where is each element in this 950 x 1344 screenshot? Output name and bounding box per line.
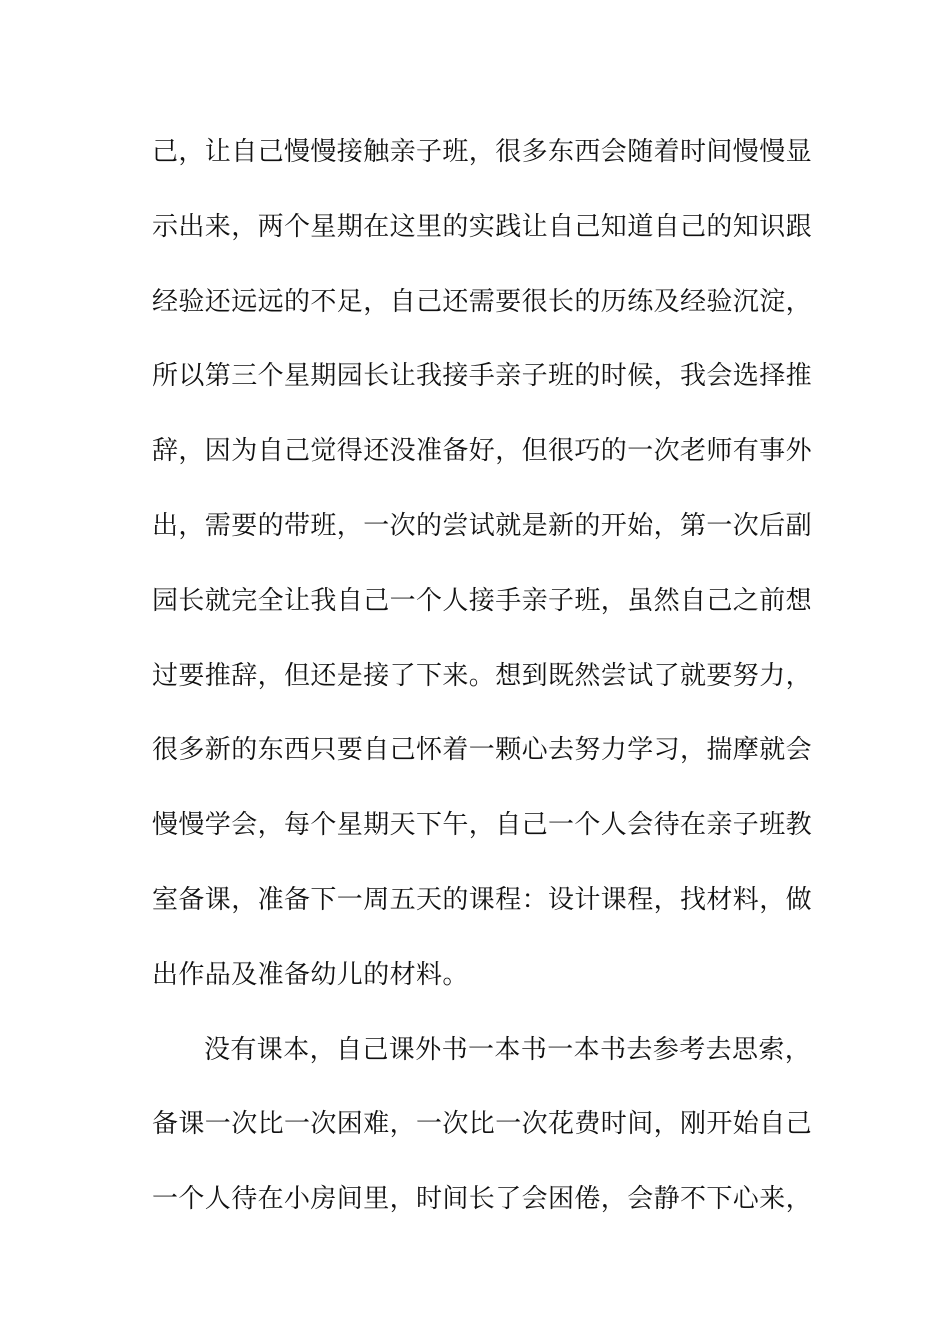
paragraph-start-line: 没有课本，自己课外书一本书一本书去参考去思索， <box>204 1034 812 1065</box>
body-text <box>152 127 813 1249</box>
text-line: 很多新的东西只要自己怀着一颗心去努力学习，揣摩就会 <box>152 735 813 766</box>
text-line: 经验还远远的不足，自己还需要很长的历练及经验沉淀， <box>152 286 813 317</box>
text-line: 出作品及准备幼儿的材料。 <box>152 959 469 990</box>
text-line: 过要推辞，但还是接了下来。想到既然尝试了就要努力， <box>152 660 813 691</box>
text-line: 己，让自己慢慢接触亲子班，很多东西会随着时间慢慢显 <box>152 137 813 167</box>
text-line: 示出来，两个星期在这里的实践让自己知道自己的知识跟 <box>152 211 813 242</box>
text-line: 所以第三个星期园长让我接手亲子班的时候，我会选择推 <box>152 361 813 392</box>
text-line: 辞，因为自己觉得还没准备好，但很巧的一次老师有事外 <box>152 436 813 467</box>
text-line: 室备课，准备下一周五天的课程：设计课程，找材料，做 <box>152 884 813 915</box>
text-line: 园长就完全让我自己一个人接手亲子班，虽然自己之前想 <box>152 585 813 616</box>
text-line: 一个人待在小房间里，时间长了会困倦，会静不下心来， <box>152 1184 813 1215</box>
text-line: 出，需要的带班，一次的尝试就是新的开始，第一次后副 <box>152 510 813 541</box>
text-line: 慢慢学会，每个星期天下午，自己一个人会待在亲子班教 <box>152 810 813 841</box>
text-line: 备课一次比一次困难，一次比一次花费时间，刚开始自己 <box>152 1109 813 1140</box>
